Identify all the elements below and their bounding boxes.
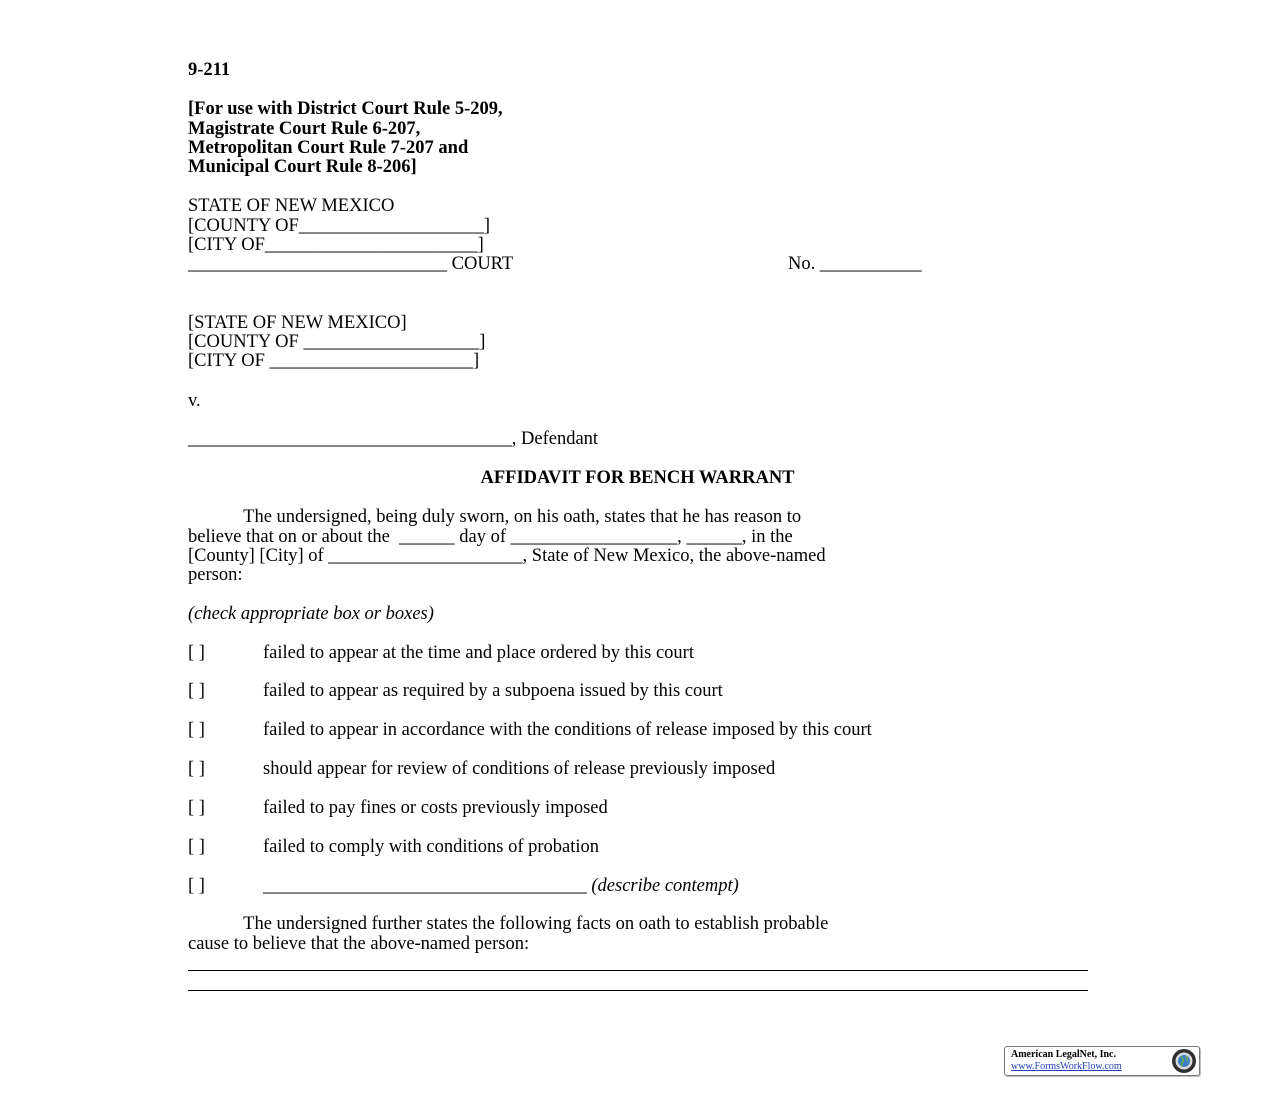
checkbox-failed-probation[interactable]: [ ]: [188, 837, 205, 857]
document-title: AFFIDAVIT FOR BENCH WARRANT: [480, 468, 795, 488]
item-label: failed to appear as required by a subpoena issued by this court: [263, 681, 723, 701]
further-line: cause to believe that the above-named person:: [188, 934, 530, 954]
item-label: failed to pay fines or costs previously imposed: [263, 798, 608, 818]
defendant-field[interactable]: ___________________________________, Defendant: [188, 429, 599, 449]
plaintiff-state: [STATE OF NEW MEXICO]: [188, 313, 407, 333]
checkbox-failed-pay-fines[interactable]: [ ]: [188, 798, 205, 818]
further-line: The undersigned further states the following facts on oath to establish probable: [188, 914, 829, 934]
contempt-row: [263, 876, 739, 896]
caption-state: STATE OF NEW MEXICO: [188, 196, 395, 216]
facts-line-1[interactable]: [188, 970, 1088, 971]
intro-line-date-fields[interactable]: believe that on or about the ______ day of __________________, ______, in the: [188, 527, 793, 547]
caption-county-field[interactable]: [COUNTY OF____________________]: [188, 216, 490, 236]
intro-line: person:: [188, 565, 243, 585]
checkbox-review-conditions[interactable]: [ ]: [188, 759, 205, 779]
plaintiff-city-field[interactable]: [CITY OF ______________________]: [188, 351, 480, 371]
check-instruction: (check appropriate box or boxes): [188, 604, 434, 624]
contempt-label: (describe contempt): [591, 876, 739, 896]
globe-icon: [1171, 1048, 1197, 1074]
checkbox-contempt[interactable]: [ ]: [188, 876, 205, 896]
caption-city-field[interactable]: [CITY OF_______________________]: [188, 235, 484, 255]
plaintiff-county-field[interactable]: [COUNTY OF ___________________]: [188, 332, 486, 352]
rule-note-line: Magistrate Court Rule 6-207,: [188, 119, 421, 139]
checkbox-failed-appear-subpoena[interactable]: [ ]: [188, 681, 205, 701]
intro-line-location-field[interactable]: [County] [City] of _____________________, State of New Mexico, the above-named: [188, 546, 826, 566]
item-label: failed to comply with conditions of probation: [263, 837, 600, 857]
caption-court-field[interactable]: ____________________________ COURT: [188, 254, 514, 274]
contempt-field[interactable]: ___________________________________: [263, 876, 592, 896]
logo-company-name: American LegalNet, Inc.: [1011, 1049, 1116, 1060]
versus-label: v.: [188, 391, 201, 411]
form-number: 9-211: [188, 60, 231, 80]
item-label: should appear for review of conditions of release previously imposed: [263, 759, 776, 779]
facts-line-2[interactable]: [188, 990, 1088, 991]
rule-note-line: Metropolitan Court Rule 7-207 and: [188, 138, 469, 158]
intro-line: The undersigned, being duly sworn, on his oath, states that he has reason to: [188, 507, 802, 527]
american-legalnet-logo: [1004, 1046, 1200, 1076]
rule-note-line: Municipal Court Rule 8-206]: [188, 157, 417, 177]
item-label: failed to appear at the time and place ordered by this court: [263, 643, 694, 663]
case-number-field[interactable]: No. ___________: [788, 254, 922, 274]
rule-note-line: [For use with District Court Rule 5-209,: [188, 99, 503, 119]
checkbox-failed-appear-release[interactable]: [ ]: [188, 720, 205, 740]
logo-url-link[interactable]: www.FormsWorkFlow.com: [1011, 1061, 1122, 1072]
item-label: failed to appear in accordance with the conditions of release imposed by this court: [263, 720, 872, 740]
checkbox-failed-appear-time[interactable]: [ ]: [188, 643, 205, 663]
